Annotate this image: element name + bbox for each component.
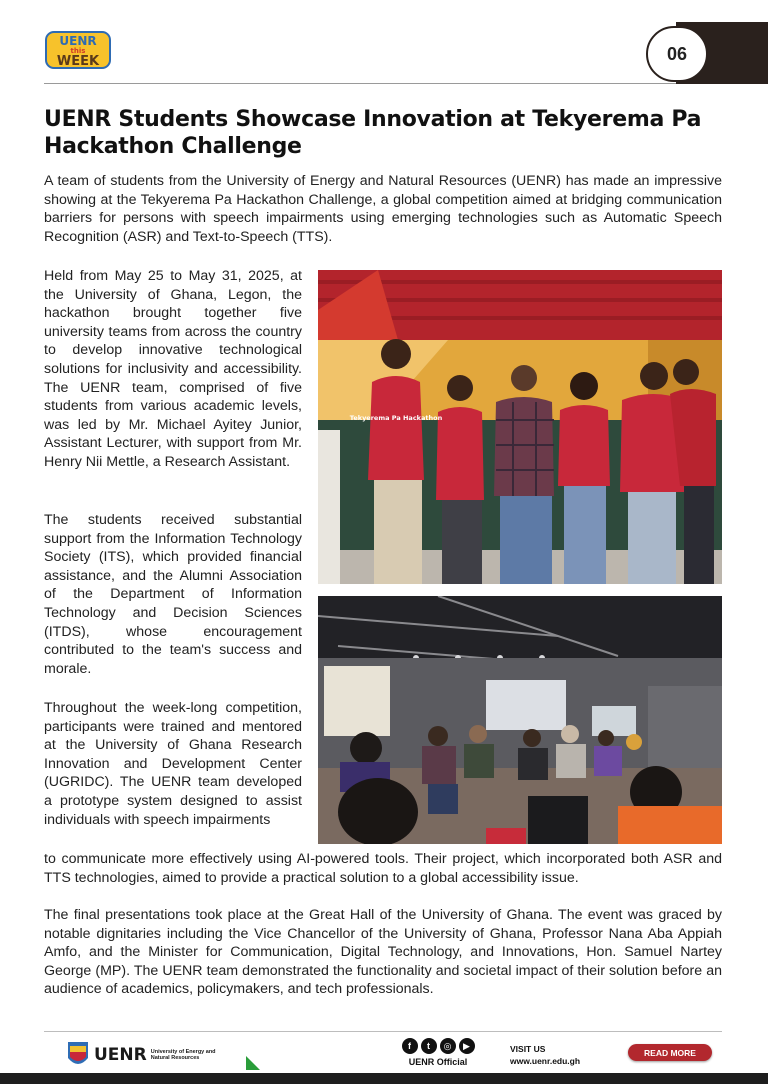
article-paragraph-2: The students received substantial support from the Information Technology Society (ITS), which provided financial assistance, and the Alumni Association of the Department of Information Technology and Decision Sciences (ITDS), whose encouragement contributed to the team's success and morale. — [44, 512, 302, 677]
article-paragraph-1: Held from May 25 to May 31, 2025, at the University of Ghana, Legon, the hackathon brought together five university teams from across the country to develop innovative technological solutions for inclusivity and accessibility. The UENR team, comprised of five students from various academic levels, was led by Mr. Michael Ayitey Junior, Assistant Lecturer, with support from Mr. Henry Nii Mettle, a Research Assistant. — [44, 268, 302, 470]
article-paragraph-3-continued: to communicate more effectively using AI-powered tools. Their project, which incorporated both ASR and TTS technologies, aimed to provide a practical solution to a global accessibility issue. — [44, 851, 722, 886]
uenr-full-name: University of Energy and Natural Resources — [150, 1048, 216, 1061]
visit-us-block — [510, 1043, 580, 1067]
twitter-icon[interactable]: t — [421, 1038, 437, 1054]
team-photo — [318, 270, 722, 584]
social-handle: UENR Official — [408, 1057, 468, 1067]
website-link[interactable]: www.uenr.edu.gh — [510, 1056, 581, 1066]
logo-line2: this — [70, 47, 86, 55]
article-intro: A team of students from the University of Energy and Natural Resources (UENR) has made an impressive showing at the Tekyerema Pa Hackathon Challenge, a global competition aimed at bridging communication barriers for persons with speech impairments using emerging technologies such as Automatic Speech Recognition (ASR) and Text-to-Speech (TTS). — [44, 173, 722, 245]
article-title: UENR Students Showcase Innovation at Tekyerema Pa Hackathon Challenge — [44, 107, 702, 159]
youtube-icon[interactable]: ▶ — [459, 1038, 475, 1054]
header-divider — [44, 83, 722, 84]
article-paragraph-4: The final presentations took place at the Great Hall of the University of Ghana. The event was graced by notable dignitaries including the Vice Chancellor of the University of Ghana, Professor Nana Aba Appiah Amfo, and the Minister for Communication, Digital Technology, and Innovations, Hon. Samuel Nartey George (MP). The UENR team demonstrated the functionality and societal impact of their solution before an audience of academics, policymakers, and tech professionals. — [44, 907, 722, 998]
training-session-photo — [318, 596, 722, 844]
uenr-crest-icon — [66, 1040, 90, 1070]
uenr-footer-logo — [66, 1040, 226, 1070]
uenr-this-week-logo — [44, 26, 114, 72]
instagram-icon[interactable]: ◎ — [440, 1038, 456, 1054]
page-number: 06 — [646, 26, 708, 82]
article-paragraph-3: Throughout the week-long competition, participants were trained and mentored at the University of Ghana Research Innovation and Development Center (UGRIDC). The UENR team developed a prototype system designed to assist individuals with speech impairments — [44, 700, 302, 828]
read-more-button[interactable]: READ MORE — [628, 1044, 712, 1061]
visit-us-label: VISIT US — [510, 1044, 546, 1054]
uenr-wordmark: UENR — [94, 1045, 147, 1065]
social-links — [398, 1038, 478, 1067]
bottom-bar — [0, 1073, 768, 1084]
shirt-print: Tekyerema Pa Hackathon — [349, 414, 443, 422]
footer-divider — [44, 1031, 722, 1032]
green-corner-decoration — [246, 1056, 260, 1070]
logo-line3: WEEK — [56, 54, 100, 69]
logo-line1: UENR — [59, 34, 97, 48]
facebook-icon[interactable]: f — [402, 1038, 418, 1054]
